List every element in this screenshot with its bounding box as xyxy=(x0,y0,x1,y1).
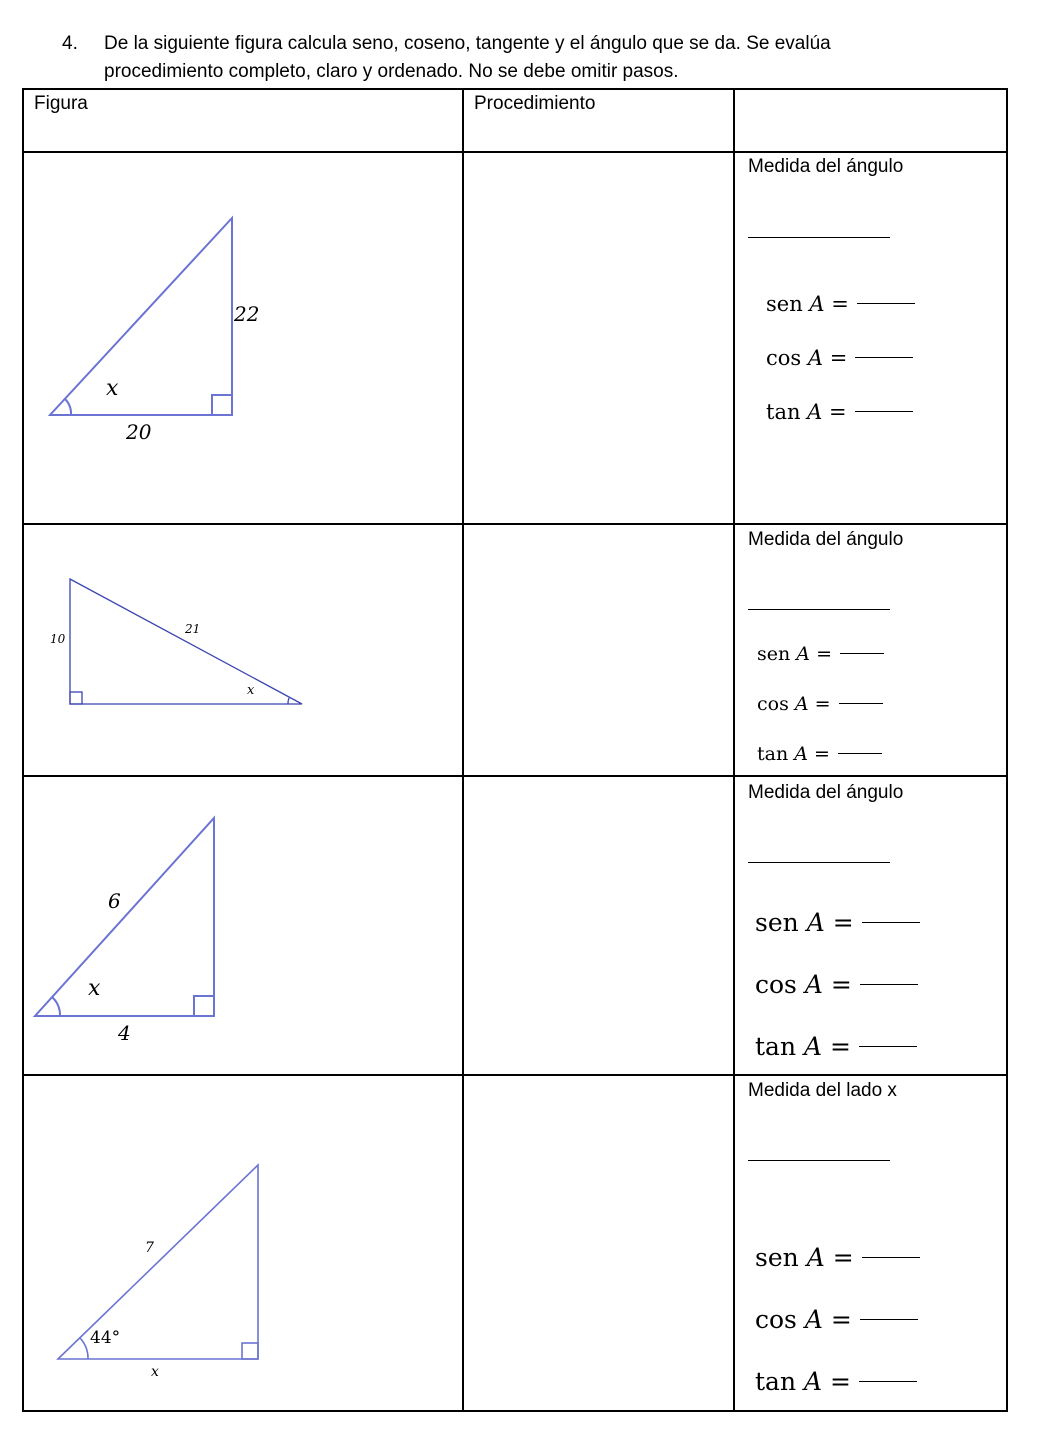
instruction-line-2: procedimiento completo, claro y ordenado. No se debe omitir pasos. xyxy=(104,61,679,82)
tan-equation-row-3: tan A = xyxy=(755,1032,917,1061)
tan-equation-row-2: tan A = xyxy=(757,743,882,765)
answer-label-row-2: Medida del ángulo xyxy=(748,529,904,550)
angle-label-x: x xyxy=(247,683,255,698)
side-label-7: 7 xyxy=(145,1240,154,1256)
side-label-4: 4 xyxy=(118,1021,131,1045)
answer-label-row-3: Medida del ángulo xyxy=(748,782,904,803)
side-label-22: 22 xyxy=(234,302,260,326)
angle-label-x: x xyxy=(88,976,101,1001)
angle-label-x: x xyxy=(106,376,119,401)
answer-label-row-4: Medida del lado x xyxy=(748,1080,897,1101)
fraction-blank xyxy=(859,1381,917,1382)
sin-equation-row-1: sen A = xyxy=(766,292,915,316)
sin-equation-row-2: sen A = xyxy=(757,643,884,665)
cos-equation-row-1: cos A = xyxy=(766,346,913,370)
sin-equation-row-3: sen A = xyxy=(755,908,920,937)
side-label-6: 6 xyxy=(108,889,121,913)
tan-equation-row-1: tan A = xyxy=(766,400,913,424)
answer-label-row-1: Medida del ángulo xyxy=(748,156,904,177)
header-figura: Figura xyxy=(34,93,88,114)
side-label-10: 10 xyxy=(50,632,66,646)
instruction-line-1: De la siguiente figura calcula seno, coseno, tangente y el ángulo que se da. Se evalúa xyxy=(104,33,831,54)
cos-equation-row-3: cos A = xyxy=(755,970,918,999)
tan-equation-row-4: tan A = xyxy=(755,1367,917,1396)
cos-equation-row-4: cos A = xyxy=(755,1305,918,1334)
fraction-blank xyxy=(860,1319,918,1320)
angle-label-44: 44° xyxy=(90,1328,121,1348)
fraction-blank xyxy=(862,1257,920,1258)
side-label-20: 20 xyxy=(126,420,152,444)
instruction-number: 4. xyxy=(62,33,78,54)
cos-equation-row-2: cos A = xyxy=(757,693,883,715)
sin-equation-row-4: sen A = xyxy=(755,1243,920,1272)
side-label-x: x xyxy=(151,1364,159,1380)
header-procedimiento: Procedimiento xyxy=(474,93,596,114)
side-label-21: 21 xyxy=(185,622,201,636)
